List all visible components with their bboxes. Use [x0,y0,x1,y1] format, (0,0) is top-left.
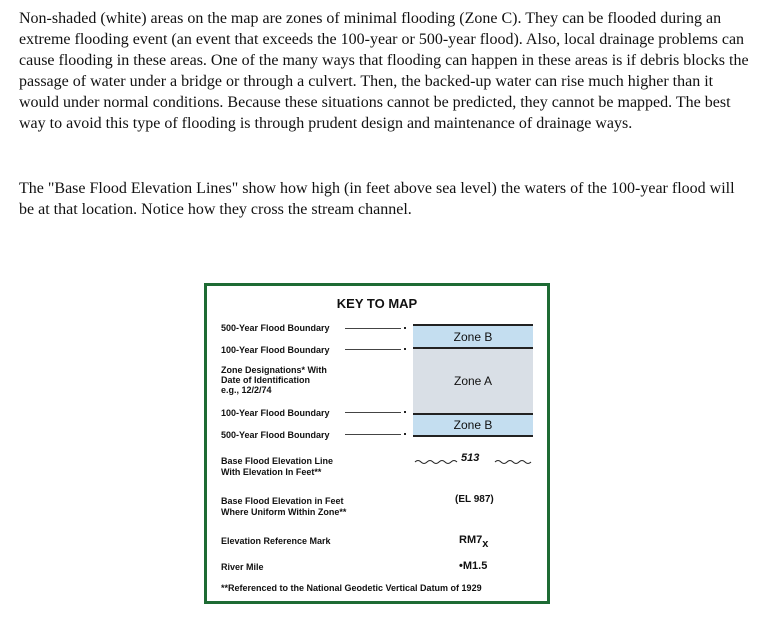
zone-b-bottom-swatch: Zone B [413,415,533,435]
paragraph-base-flood-elevation: The "Base Flood Elevation Lines" show how high (in feet above sea level) the waters of the 100-year flood will be at that location. Notice how they cross the stream channel. [19,180,735,218]
label-zone-designations-3: e.g., 12/2/74 [221,385,272,395]
boundary-line-500-bottom [413,435,533,437]
erm-label-text: RM7 [459,534,483,546]
leader-dot-500-bottom [404,433,406,435]
key-title: KEY TO MAP [336,296,418,311]
label-bfe-line-2: With Elevation In Feet** [221,467,322,477]
label-500-year-boundary-bottom: 500-Year Flood Boundary [221,430,330,440]
label-100-year-boundary-bottom: 100-Year Flood Boundary [221,408,330,418]
paragraph-zone-c: Non-shaded (white) areas on the map are zones of minimal flooding (Zone C). They can be flooded during an extreme flooding event (an event that exceeds the 100-year or 500-year flood). Also, local drainage problems can cause flooding in these areas. One of the many ways that flooding can happen in these areas is if debris blocks the passage of water under a bridge or through a culvert. Then, the backed-up water can rise much higher than it would under normal conditions. Because these situations cannot be predicted, they cannot be mapped. The best way to avoid this type of flooding is through prudent design and maintenance of drainage ways. [19,10,749,132]
label-500-year-boundary-top: 500-Year Flood Boundary [221,323,330,333]
key-footnote: **Referenced to the National Geodetic Vertical Datum of 1929 [221,583,482,593]
zone-b-top-swatch: Zone B [413,326,533,347]
label-elevation-reference-mark: Elevation Reference Mark [221,536,331,546]
label-zone-designations-1: Zone Designations* With [221,365,327,375]
label-100-year-boundary-top: 100-Year Flood Boundary [221,345,330,355]
label-river-mile: River Mile [221,562,264,572]
leader-100-top [345,349,401,350]
label-bfe-uniform-1: Base Flood Elevation in Feet [221,496,344,506]
label-bfe-uniform-2: Where Uniform Within Zone** [221,507,347,517]
leader-dot-500-top [404,327,406,329]
map-key-legend [204,283,550,604]
leader-dot-100-bottom [404,411,406,413]
zone-a-swatch: Zone A [413,349,533,413]
river-mile-symbol: •M1.5 [459,560,488,572]
leader-dot-100-top [404,348,406,350]
label-zone-designations-2: Date of Identification [221,375,311,385]
label-bfe-line-1: Base Flood Elevation Line [221,456,334,466]
bfe-elevation-value: 513 [461,452,480,464]
bfe-uniform-symbol: (EL 987) [455,494,494,505]
leader-500-top [345,328,401,329]
erm-x-mark: x [482,538,489,550]
elevation-reference-mark-symbol [459,534,489,550]
leader-500-bottom [345,434,401,435]
leader-100-bottom [345,412,401,413]
